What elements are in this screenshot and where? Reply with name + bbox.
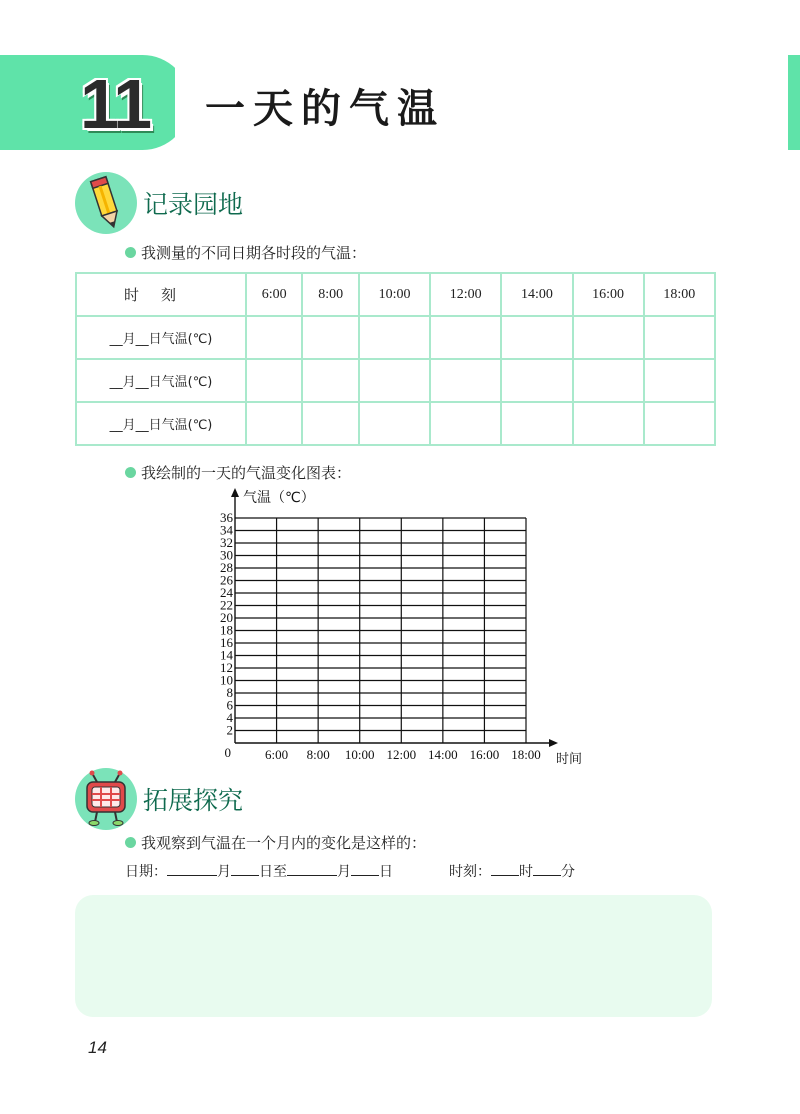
table-row — [76, 402, 715, 445]
section-explore-title: 拓展探究 — [143, 786, 244, 815]
y-tick-label: 30 — [220, 547, 233, 563]
y-tick-label: 32 — [220, 535, 233, 550]
date-time-fill-line — [125, 861, 575, 881]
pencil-icon — [75, 172, 137, 234]
x-tick-label: 6:00 — [265, 747, 289, 762]
table-col-header: 14:00 — [501, 273, 572, 316]
day-blank-2[interactable] — [351, 862, 379, 876]
bullet-dot-icon — [125, 247, 136, 258]
table-col-header: 16:00 — [573, 273, 644, 316]
hour-blank[interactable] — [491, 862, 519, 876]
bullet-dot-icon — [125, 837, 136, 848]
bullet-dot-icon — [125, 467, 136, 478]
table-cell[interactable] — [302, 402, 358, 445]
month-char-2: 月 — [337, 864, 351, 880]
y-tick-label: 26 — [220, 572, 233, 588]
table-cell[interactable] — [430, 316, 501, 359]
table-row — [76, 316, 715, 359]
answer-box[interactable] — [75, 895, 712, 1017]
table-corner-cell: 时刻 — [76, 273, 246, 316]
day-blank-1[interactable] — [231, 862, 259, 876]
table-row-label: __月__日气温(℃) — [76, 316, 246, 359]
table-cell[interactable] — [246, 359, 302, 402]
time-label: 时刻： — [449, 864, 491, 880]
date-label: 日期： — [125, 864, 167, 880]
y-tick-label: 18 — [220, 622, 233, 638]
table-col-header: 10:00 — [359, 273, 430, 316]
x-tick-label: 10:00 — [344, 747, 375, 762]
table-row-label: __月__日气温(℃) — [76, 359, 246, 402]
table-cell[interactable] — [246, 402, 302, 445]
table-cell[interactable] — [644, 359, 715, 402]
section-record-heading — [75, 172, 243, 234]
section-explore-heading — [75, 768, 243, 830]
record-table — [75, 272, 716, 446]
section-record-title: 记录园地 — [143, 190, 244, 219]
table-cell[interactable] — [501, 359, 572, 402]
day-char-1: 日至 — [259, 864, 287, 880]
robot-tv-icon — [75, 768, 137, 830]
y-tick-label: 8 — [226, 685, 233, 700]
table-col-header: 18:00 — [644, 273, 715, 316]
bullet-measure-text: 我测量的不同日期各时段的气温： — [141, 244, 367, 262]
table-cell[interactable] — [359, 359, 430, 402]
y-tick-label: 12 — [220, 660, 233, 675]
table-cell[interactable] — [430, 402, 501, 445]
table-row-label: __月__日气温(℃) — [76, 402, 246, 445]
y-tick-label: 24 — [220, 585, 233, 600]
y-tick-label: 4 — [226, 710, 233, 725]
y-tick-label: 22 — [220, 597, 233, 613]
table-cell[interactable] — [501, 316, 572, 359]
table-cell[interactable] — [359, 402, 430, 445]
table-cell[interactable] — [430, 359, 501, 402]
y-tick-label: 2 — [226, 722, 233, 738]
hour-char: 时 — [519, 864, 533, 880]
table-cell[interactable] — [246, 316, 302, 359]
lesson-number: 11 — [80, 65, 150, 143]
y-tick-label: 6 — [226, 697, 233, 713]
table-cell[interactable] — [359, 316, 430, 359]
month-blank-2[interactable] — [287, 862, 337, 876]
table-cell[interactable] — [573, 402, 644, 445]
day-char-2: 日 — [379, 864, 393, 880]
table-col-header: 8:00 — [302, 273, 358, 316]
table-col-header: 6:00 — [246, 273, 302, 316]
table-col-header: 12:00 — [430, 273, 501, 316]
bullet-chart-text: 我绘制的一天的气温变化图表： — [141, 464, 352, 482]
lesson-title: 一天的气温 — [205, 86, 445, 132]
month-blank-1[interactable] — [167, 862, 217, 876]
table-cell[interactable] — [302, 359, 358, 402]
temperature-chart — [200, 480, 600, 770]
x-axis-label: 时间 — [556, 752, 583, 767]
y-axis-label: 气温（℃） — [243, 490, 315, 506]
y-tick-label: 28 — [220, 560, 233, 575]
minute-blank[interactable] — [533, 862, 561, 876]
x-tick-label: 12:00 — [386, 747, 417, 762]
bullet-observe-text: 我观察到气温在一个月内的变化是这样的： — [141, 834, 427, 852]
x-tick-label: 16:00 — [469, 747, 500, 762]
y-tick-label: 10 — [220, 672, 233, 688]
y-tick-label: 20 — [220, 610, 233, 625]
origin-label: 0 — [224, 745, 231, 760]
table-row — [76, 359, 715, 402]
header-right-tab — [788, 55, 800, 150]
y-tick-label: 16 — [220, 635, 233, 650]
y-tick-label: 34 — [220, 522, 233, 538]
table-cell[interactable] — [573, 359, 644, 402]
minute-char: 分 — [561, 864, 575, 880]
x-tick-label: 18:00 — [511, 747, 541, 762]
bullet-observe — [125, 832, 426, 853]
lesson-header — [0, 55, 800, 150]
y-axis-arrow — [231, 488, 239, 497]
y-tick-label: 14 — [220, 647, 233, 663]
table-cell[interactable] — [302, 316, 358, 359]
table-header-row — [76, 273, 715, 316]
page-number: 14 — [88, 1038, 107, 1057]
table-cell[interactable] — [644, 316, 715, 359]
x-tick-label: 14:00 — [428, 747, 458, 762]
x-tick-label: 8:00 — [306, 747, 330, 762]
table-cell[interactable] — [573, 316, 644, 359]
y-tick-label: 36 — [220, 510, 233, 525]
month-char-1: 月 — [217, 864, 231, 880]
x-axis-arrow — [549, 739, 558, 747]
table-cell[interactable] — [501, 402, 572, 445]
table-cell[interactable] — [644, 402, 715, 445]
bullet-measure — [125, 242, 366, 263]
